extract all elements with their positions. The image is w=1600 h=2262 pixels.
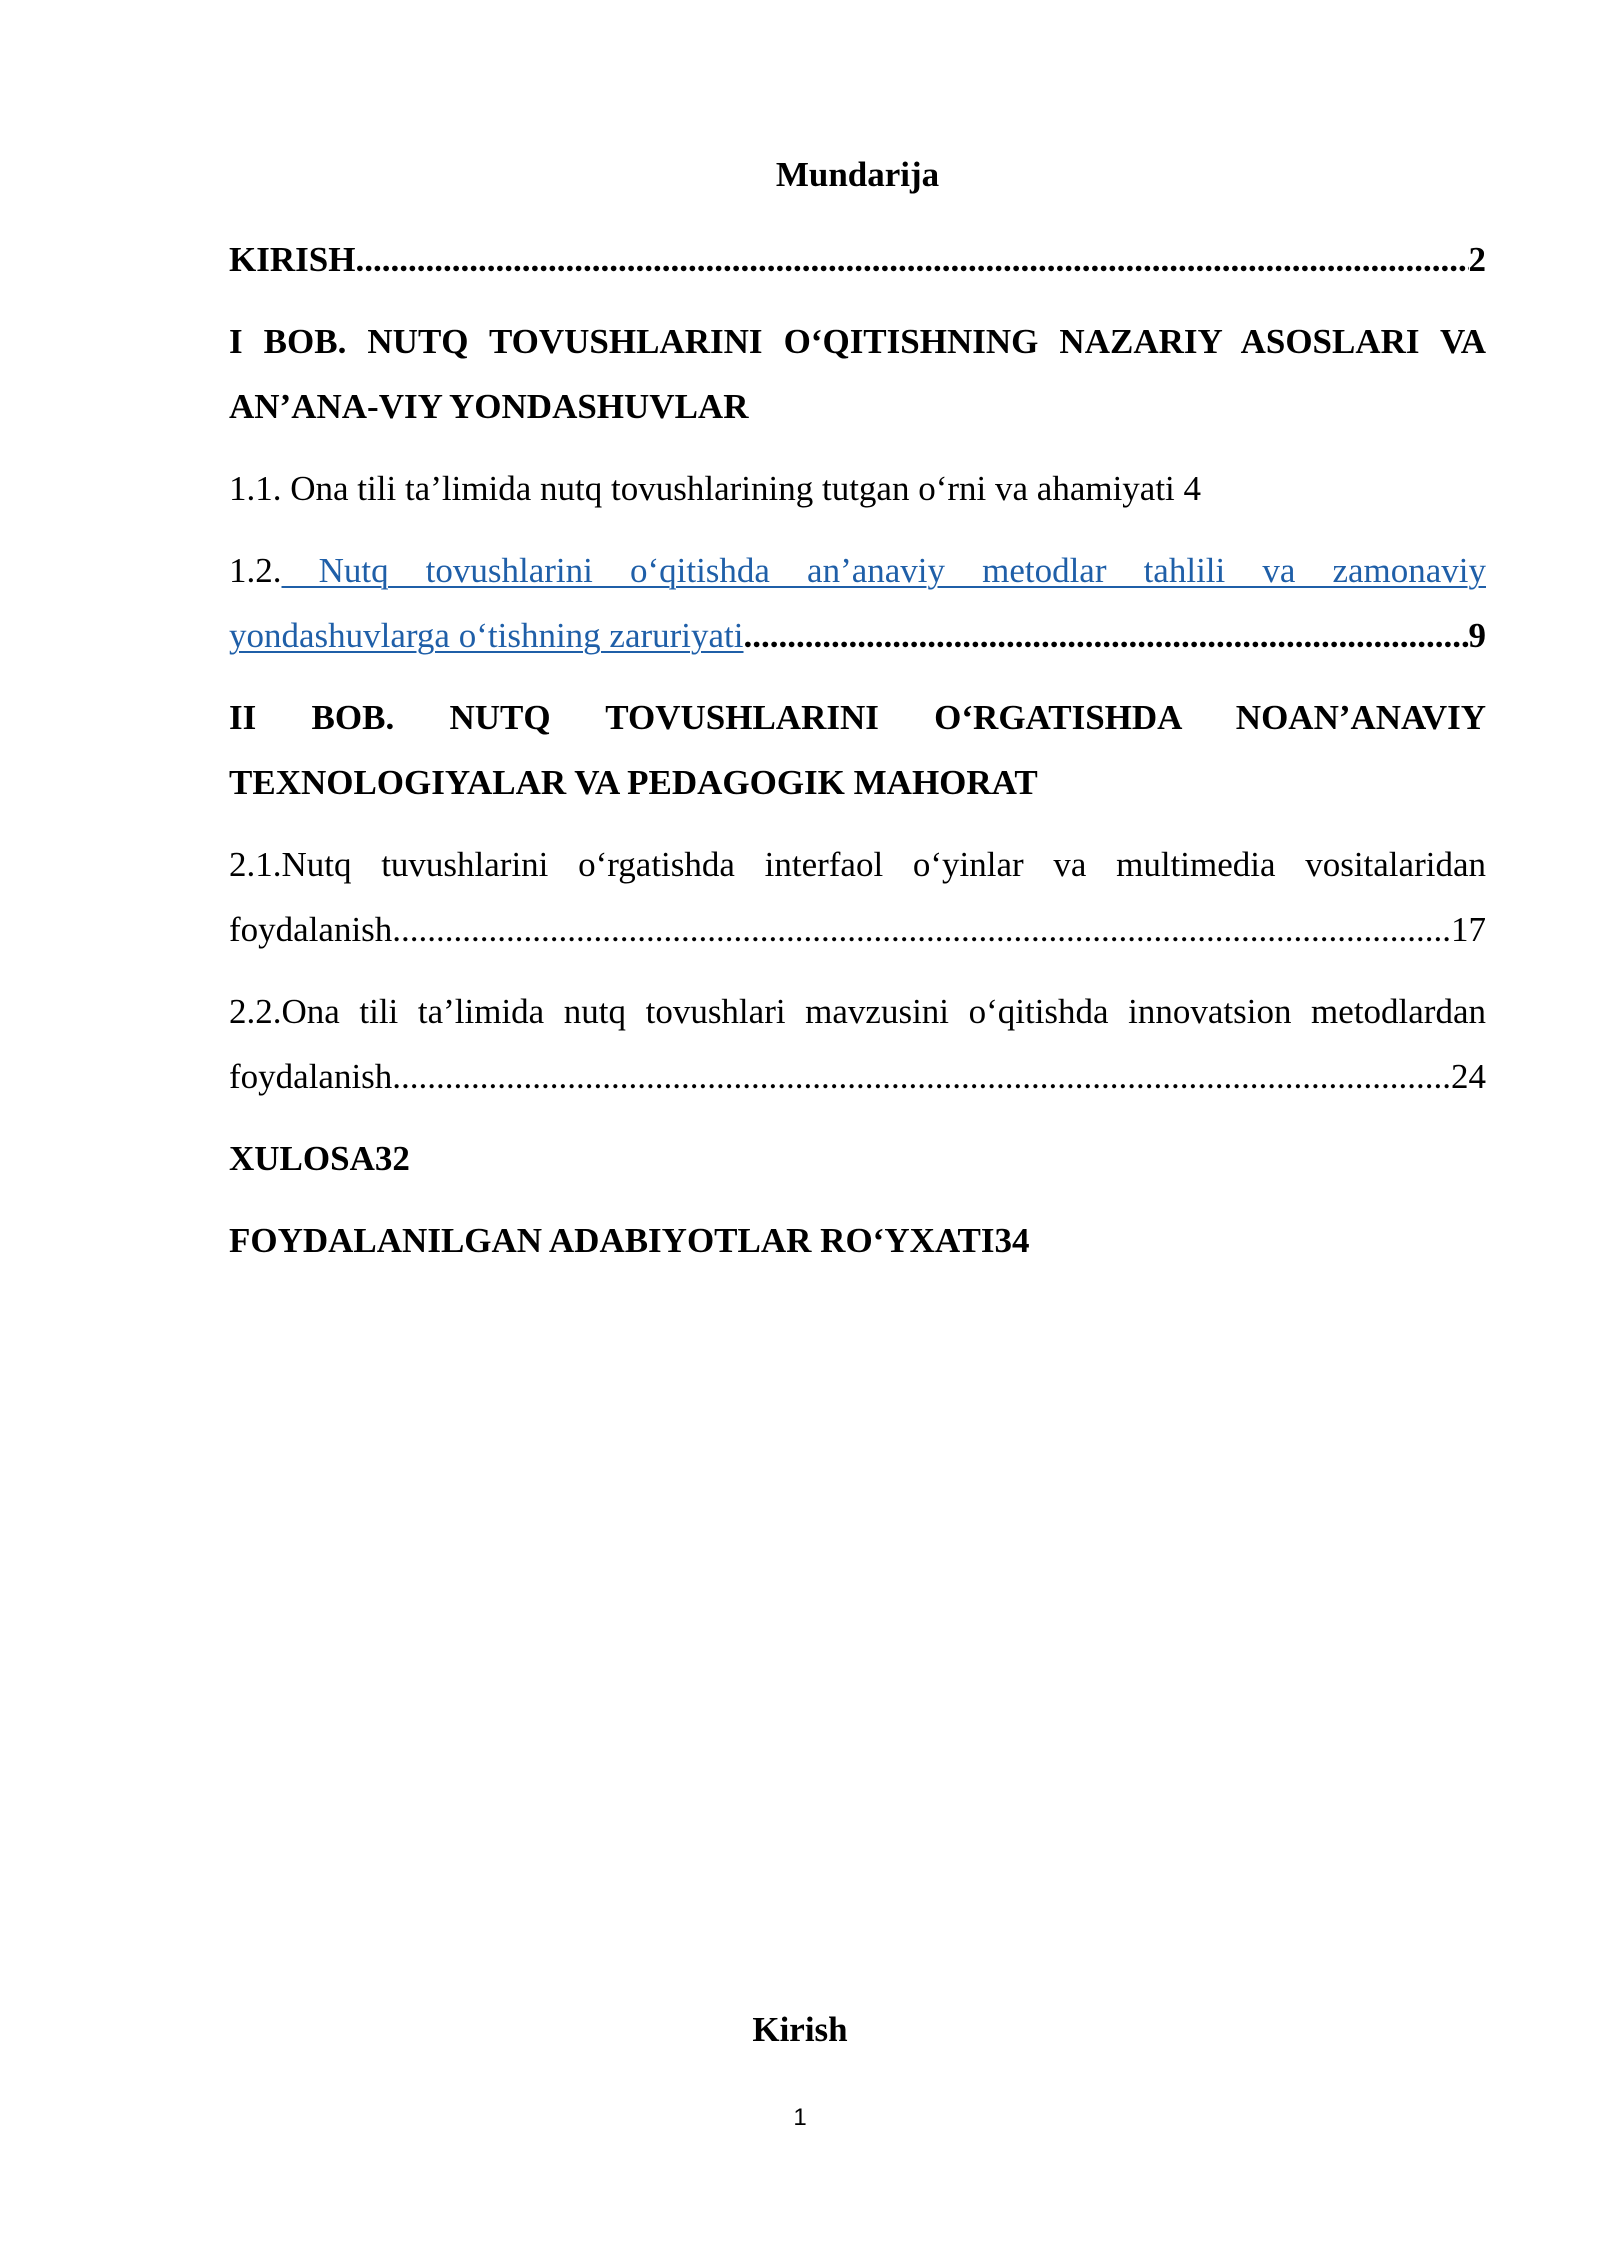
toc-page-number: 24 — [1451, 1057, 1486, 1096]
toc-page-number: 17 — [1451, 910, 1486, 949]
toc-entry-section-2-1[interactable] — [229, 832, 1486, 962]
section-2-2-line2: foydalanish — [229, 1057, 393, 1096]
toc-entry-chapter-1[interactable]: I BOB. NUTQ TOVUSHLARINI O‘QITISHNING NAZARIY ASOSLARI VA AN’ANA-VIY YONDASHUVLAR — [229, 322, 1486, 426]
page-number: 1 — [793, 2104, 807, 2131]
toc-title: Mundarija — [775, 155, 940, 194]
next-section-heading: Kirish — [752, 2010, 848, 2049]
toc-page-number: 9 — [1468, 616, 1486, 655]
toc-page-number: 2 — [1468, 240, 1486, 279]
chapter-2-line2: TEXNOLOGIYALAR VA PEDAGOGIK MAHORAT — [229, 763, 1038, 802]
toc-entry-section-1-2[interactable] — [229, 538, 1486, 668]
section-number: 1.2. — [229, 551, 282, 590]
dot-leader — [392, 897, 1451, 962]
section-2-1-line2: foydalanish — [229, 910, 393, 949]
toc-entry-line — [229, 603, 1486, 668]
toc-entry-kirish[interactable] — [229, 227, 1486, 292]
toc-entry-label: KIRISH — [229, 240, 356, 279]
toc-entry-line — [229, 538, 1486, 603]
section-2-1-line1: 2.1.Nutq tuvushlarini o‘rgatishda interfaol o‘yinlar va multimedia vositalaridan — [229, 845, 1486, 884]
toc-entry-line — [229, 1044, 1486, 1109]
toc-entry-xulosa[interactable]: XULOSA32 — [229, 1139, 410, 1178]
toc-entry-chapter-2[interactable] — [229, 685, 1486, 815]
section-1-2-link-part1[interactable]: Nutq tovushlarini o‘qitishda an’anaviy metodlar tahlili va zamonaviy — [281, 551, 1486, 590]
toc-entry-section-2-2[interactable] — [229, 979, 1486, 1109]
dot-leader — [355, 227, 1468, 292]
table-of-contents — [229, 145, 1486, 1290]
dot-leader — [744, 603, 1469, 668]
toc-entry-references[interactable]: FOYDALANILGAN ADABIYOTLAR RO‘YXATI34 — [229, 1221, 1030, 1260]
toc-entry-section-1-1[interactable]: 1.1. Ona tili ta’limida nutq tovushlarining tutgan o‘rni va ahamiyati 4 — [229, 469, 1202, 508]
toc-entry-line — [229, 897, 1486, 962]
section-1-2-link-part2[interactable]: yondashuvlarga o‘tishning zaruriyati — [229, 616, 744, 655]
section-2-2-line1: 2.2.Ona tili ta’limida nutq tovushlari mavzusini o‘qitishda innovatsion metodlardan — [229, 992, 1486, 1031]
chapter-2-line1: II BOB. NUTQ TOVUSHLARINI O‘RGATISHDA NOAN’ANAVIY — [229, 698, 1486, 737]
dot-leader — [392, 1044, 1451, 1109]
